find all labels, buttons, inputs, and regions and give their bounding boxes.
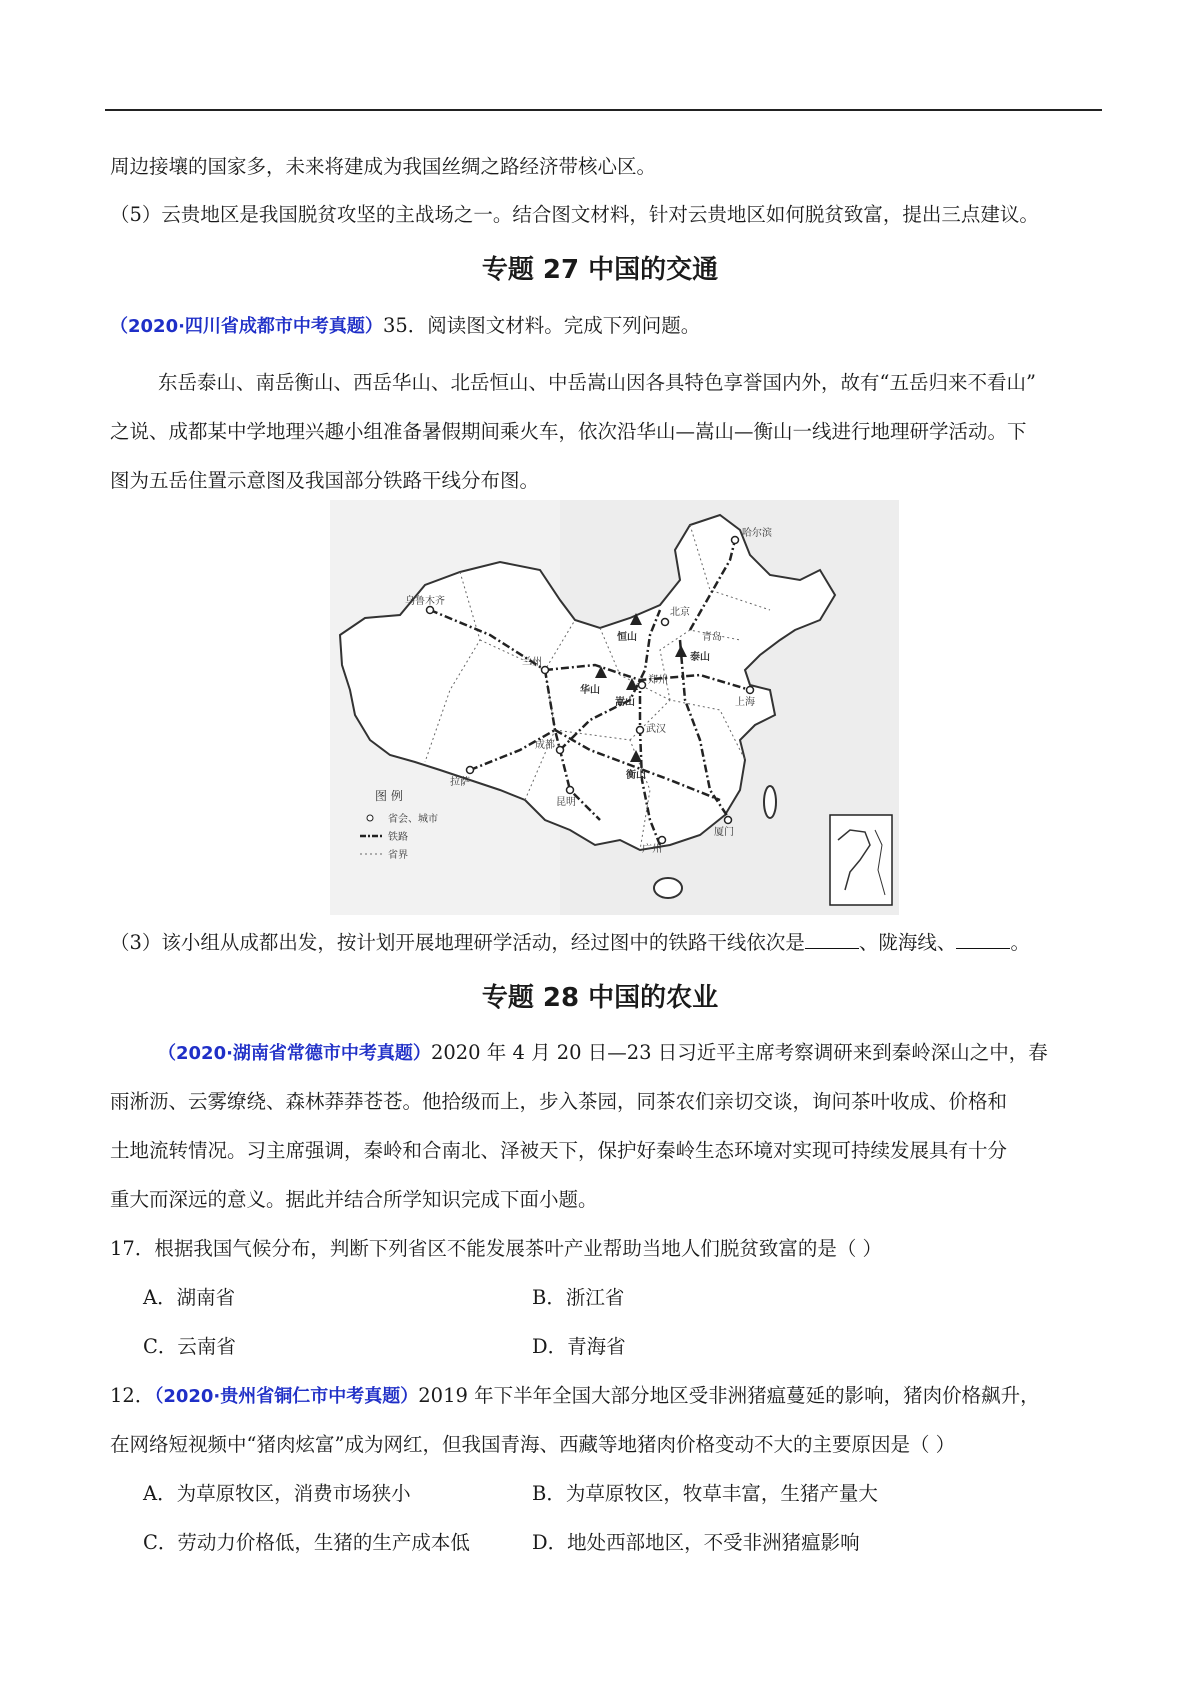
section-28-para-line: 雨淅沥、云雾缭绕、森林莽莽苍苍。他拾级而上，步入茶园，同茶农们亲切交谈，询问茶叶收成、价格和 [110, 1090, 1008, 1113]
city-label: 拉萨 [450, 777, 470, 788]
mountain-label: 衡山 [626, 770, 646, 781]
mountain-label: 华山 [580, 685, 600, 696]
city-label: 兰州 [522, 657, 542, 668]
option-d[interactable]: D．地处西部地区，不受非洲猪瘟影响 [532, 1531, 860, 1554]
section-28-para-line: 重大而深远的意义。据此并结合所学知识完成下面小题。 [110, 1188, 598, 1211]
source-tag: （2020·湖南省常德市中考真题） [158, 1043, 431, 1064]
option-b[interactable]: B．为草原牧区，牧草丰富，生猪产量大 [532, 1482, 878, 1505]
question-12-line2: 在网络短视频中“猪肉炫富”成为网红，但我国青海、西藏等地猪肉价格变动不大的主要原因是（ ） [110, 1433, 956, 1456]
city-label: 乌鲁木齐 [405, 596, 445, 607]
question-number: 12． [110, 1384, 155, 1407]
legend-item: 铁路 [388, 832, 408, 843]
city-label: 昆明 [556, 797, 576, 808]
material-para-line: 之说、成都某中学地理兴趣小组准备暑假期间乘火车，依次沿华山—嵩山—衡山一线进行地理研学活动。下 [110, 420, 1027, 443]
south-china-sea-inset [830, 815, 892, 905]
source-tag: （2020·贵州省铜仁市中考真题） [154, 1386, 419, 1407]
option-d[interactable]: D．青海省 [532, 1335, 626, 1358]
section-28-title: 专题 28 中国的农业 [481, 983, 719, 1013]
city-label: 成都 [535, 740, 555, 751]
section-27-intro [110, 311, 700, 342]
legend-item: 省会、城市 [388, 814, 438, 825]
city-label: 郑州 [648, 675, 668, 686]
city-label: 北京 [670, 607, 690, 618]
city-label: 上海 [735, 697, 755, 708]
material-para-line: 东岳泰山、南岳衡山、西岳华山、北岳恒山、中岳嵩山因各具特色享誉国内外，故有“五岳归来不看山” [158, 371, 1036, 394]
city-label: 哈尔滨 [742, 528, 772, 539]
question-3-text: （3）该小组从成都出发，按计划开展地理研学活动，经过图中的铁路干线依次是 [110, 931, 805, 954]
legend-title: 图 例 [375, 789, 403, 803]
option-a[interactable]: A．湖南省 [143, 1286, 236, 1309]
option-a[interactable]: A．为草原牧区，消费市场狭小 [143, 1482, 411, 1505]
question-17: 17．根据我国气候分布，判断下列省区不能发展茶叶产业帮助当地人们脱贫致富的是（ ） [110, 1237, 883, 1260]
taiwan-island [764, 786, 776, 818]
section-28-para [158, 1038, 1048, 1069]
answer-blank-2[interactable] [956, 930, 1010, 949]
railway-map-figure [330, 500, 899, 915]
option-c[interactable]: C．劳动力价格低，生猪的生产成本低 [143, 1531, 470, 1554]
city-label: 广州 [642, 844, 662, 855]
material-para-line: 图为五岳住置示意图及我国部分铁路干线分布图。 [110, 469, 540, 492]
section-28-para-line: 土地流转情况。习主席强调，秦岭和合南北、泽被天下，保护好秦岭生态环境对实现可持续发展具有十分 [110, 1139, 1008, 1162]
question-3 [110, 928, 1030, 958]
answer-blank-1[interactable] [805, 930, 859, 949]
mountain-label: 泰山 [690, 652, 710, 663]
option-b[interactable]: B．浙江省 [532, 1286, 625, 1309]
section-27-title: 专题 27 中国的交通 [481, 255, 719, 285]
source-tag: （2020·四川省成都市中考真题） [110, 316, 383, 337]
mountain-label: 嵩山 [615, 697, 635, 708]
question-3-text-mid: 、陇海线、 [858, 931, 957, 954]
hainan-island [654, 878, 682, 898]
question-5: （5）云贵地区是我国脱贫攻坚的主战场之一。结合图文材料，针对云贵地区如何脱贫致富，提出三点建议。 [110, 203, 1039, 226]
option-c[interactable]: C．云南省 [143, 1335, 236, 1358]
city-label: 厦门 [714, 827, 734, 838]
legend-city-symbol [367, 815, 373, 821]
header-rule [105, 109, 1102, 111]
city-label: 武汉 [646, 724, 666, 735]
legend-item: 省界 [388, 850, 408, 861]
mountain-label: 恒山 [617, 632, 637, 643]
question-12 [110, 1381, 1040, 1412]
city-label: 青岛 [702, 632, 722, 643]
question-3-text-end: 。 [1010, 931, 1030, 954]
para-text: 2020 年 4 月 20 日—23 日习近平主席考察调研来到秦岭深山之中，春 [430, 1041, 1048, 1064]
question-12-text: 2019 年下半年全国大部分地区受非洲猪瘟蔓延的影响，猪肉价格飙升， [418, 1384, 1040, 1407]
continued-text: 周边接壤的国家多，未来将建成为我国丝绸之路经济带核心区。 [110, 155, 657, 178]
intro-text: 35．阅读图文材料。完成下列问题。 [382, 314, 701, 337]
